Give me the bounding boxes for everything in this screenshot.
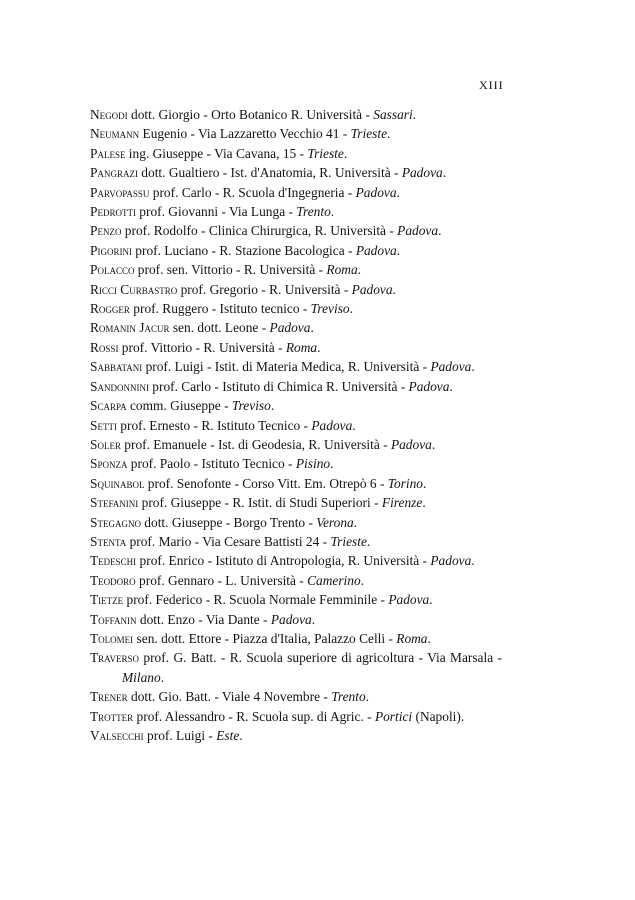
member-surname: Setti [90, 417, 117, 433]
member-surname: Scarpa [90, 398, 127, 414]
member-details: prof. G. Batt. - R. Scuola superiore di agricoltura - Via Marsala - [139, 650, 502, 666]
member-surname: Teodoro [90, 572, 136, 588]
member-surname: Trener [90, 689, 128, 705]
member-surname: Sponza [90, 456, 128, 472]
member-location: Trieste [307, 145, 344, 161]
member-surname: Penzo [90, 223, 122, 239]
member-tail: . [396, 184, 400, 200]
member-tail: . [365, 689, 370, 705]
list-item [90, 299, 502, 318]
list-item [90, 571, 502, 590]
member-tail: . [412, 107, 417, 122]
member-details: prof. Vittorio - R. Università - [118, 339, 286, 355]
member-location: Padova [408, 378, 450, 394]
member-tail: . [387, 126, 391, 142]
member-location: Firenze [381, 495, 423, 511]
member-location: Trento [331, 689, 366, 705]
member-tail: . [317, 339, 321, 355]
member-location: Padova [430, 359, 472, 375]
member-location: Torino [387, 475, 423, 491]
member-details: prof. Luigi - Istit. di Materia Medica, R. Università - [142, 359, 431, 375]
member-tail: . [352, 417, 356, 433]
member-location: Roma [285, 339, 318, 355]
member-surname: Stenta [90, 533, 127, 549]
member-details: prof. Giuseppe - R. Istit. di Studi Superiori - [138, 495, 382, 511]
member-tail: . [311, 611, 316, 627]
member-details: prof. Carlo - Istituto di Chimica R. Università - [148, 378, 409, 394]
member-tail: . [353, 514, 358, 530]
member-location: Padova [269, 320, 311, 336]
list-item [90, 551, 502, 570]
member-location: Roma [396, 630, 428, 646]
member-details: prof. Ruggero - Istituto tecnico - [129, 301, 311, 317]
member-surname: Trotter [90, 708, 134, 724]
member-details: dott. Enzo - Via Dante - [136, 611, 271, 627]
member-location: Padova [397, 223, 439, 239]
member-location: Trento [296, 204, 331, 220]
member-details: Eugenio - Via Lazzaretto Vecchio 41 - [139, 126, 351, 142]
member-details: sen. dott. Ettore - Piazza d'Italia, Palazzo Celli - [133, 630, 397, 646]
member-location: Verona [316, 514, 354, 530]
list-item [90, 124, 502, 143]
member-details: prof. Alessandro - R. Scuola sup. di Agric. - [133, 708, 375, 724]
member-tail: . [349, 301, 353, 317]
member-tail: . [429, 592, 433, 608]
member-tail: . [427, 630, 431, 646]
member-surname: Toffanin [90, 611, 137, 627]
member-tail: . [366, 533, 371, 549]
member-details: prof. Paolo - Istituto Tecnico - [127, 456, 296, 472]
list-item [90, 105, 502, 124]
member-details: comm. Giuseppe - [126, 398, 232, 414]
member-surname: Polacco [90, 262, 135, 278]
member-tail: . [431, 436, 436, 452]
member-surname: Pigorini [90, 242, 132, 258]
member-surname: Sandonnini [90, 378, 149, 394]
list-item [90, 610, 502, 629]
list-item [90, 513, 502, 532]
member-location: Portici [374, 708, 413, 724]
member-tail: . [449, 378, 453, 394]
member-details: prof. Luciano - R. Stazione Bacologica - [131, 242, 356, 258]
list-item [90, 396, 502, 415]
member-details: prof. Enrico - Istituto di Antropologia, R. Università - [136, 553, 431, 569]
member-details: prof. sen. Vittorio - R. Università - [134, 262, 327, 278]
list-item [90, 144, 502, 163]
member-surname: Squinabol [90, 475, 145, 491]
list-item [90, 318, 502, 337]
member-location: Sassari [373, 107, 413, 122]
list-item [90, 493, 502, 512]
member-location: Milano [122, 669, 161, 685]
member-tail: . [330, 456, 334, 472]
member-details: prof. Mario - Via Cesare Battisti 24 - [126, 533, 331, 549]
member-location: Camerino [307, 572, 361, 588]
member-location: Padova [351, 281, 393, 297]
member-details: prof. Ernesto - R. Istituto Tecnico - [116, 417, 312, 433]
member-tail: . [310, 320, 314, 336]
member-location: Este [216, 728, 240, 743]
list-item [90, 629, 502, 648]
list-item [90, 163, 502, 182]
member-location: Trieste [350, 126, 388, 142]
member-details: prof. Giovanni - Via Lunga - [135, 204, 297, 220]
list-item [90, 241, 502, 260]
member-details: prof. Emanuele - Ist. di Geodesia, R. Università - [120, 436, 391, 452]
member-surname: Tedeschi [90, 553, 137, 569]
list-item [90, 338, 502, 357]
member-tail: . [442, 165, 447, 181]
list-item [90, 726, 502, 745]
member-tail: . [160, 669, 165, 685]
member-list [90, 105, 502, 745]
member-details: prof. Senofonte - Corso Vitt. Em. Otrepò 6 - [144, 475, 388, 491]
member-location: Padova [311, 417, 353, 433]
member-tail: . [270, 398, 275, 414]
member-tail: . [330, 204, 335, 220]
list-item [90, 202, 502, 221]
member-details: prof. Federico - R. Scuola Normale Femminile - [123, 592, 389, 608]
list-item [90, 221, 502, 240]
member-location: Treviso [231, 398, 271, 414]
member-location: Padova [430, 553, 472, 569]
member-location: Padova [388, 592, 430, 608]
list-item [90, 707, 502, 726]
list-item [90, 454, 502, 473]
member-location: Padova [401, 165, 443, 181]
member-surname: Stefanini [90, 495, 139, 511]
member-details: prof. Gennaro - L. Università - [135, 572, 308, 588]
member-details: prof. Luigi - [143, 728, 217, 743]
member-surname: Neumann [90, 126, 140, 142]
member-location: Padova [355, 242, 397, 258]
member-details: sen. dott. Leone - [169, 320, 270, 336]
member-details: dott. Giorgio - Orto Botanico R. Università - [127, 107, 374, 122]
list-item [90, 377, 502, 396]
member-details: dott. Gualtiero - Ist. d'Anatomia, R. Università - [137, 165, 402, 181]
list-item [90, 532, 502, 551]
member-tail: . [438, 223, 442, 239]
list-item [90, 474, 502, 493]
member-details: ing. Giuseppe - Via Cavana, 15 - [125, 145, 308, 161]
page-number: XIII [479, 78, 504, 92]
member-location: Pisino [295, 456, 331, 472]
member-surname: Negodi [90, 107, 128, 122]
member-surname: Tolomei [90, 630, 134, 646]
member-tail: (Napoli). [412, 708, 465, 724]
member-surname: Rogger [90, 301, 130, 317]
list-item [90, 648, 502, 687]
member-surname: Tietze [90, 592, 124, 608]
member-tail: . [423, 475, 427, 491]
member-surname: Pangrazi [90, 165, 138, 181]
list-item [90, 280, 502, 299]
list-item [90, 687, 502, 706]
member-location: Treviso [310, 301, 350, 317]
member-surname: Pedrotti [90, 204, 136, 220]
member-surname: Ricci Curbastro [90, 281, 178, 297]
member-details: prof. Carlo - R. Scuola d'Ingegneria - [149, 184, 356, 200]
member-surname: Rossi [90, 339, 119, 355]
member-location: Trieste [330, 533, 367, 549]
member-tail: . [357, 262, 362, 278]
member-details: prof. Gregorio - R. Università - [177, 281, 352, 297]
member-tail: . [396, 242, 401, 258]
member-tail: . [471, 359, 475, 375]
member-location: Padova [270, 611, 312, 627]
member-tail: . [239, 728, 243, 743]
list-item [90, 416, 502, 435]
member-details: prof. Rodolfo - Clinica Chirurgica, R. Università - [121, 223, 398, 239]
member-surname: Palese [90, 145, 126, 161]
member-tail: . [422, 495, 426, 511]
member-surname: Parvopassu [90, 184, 150, 200]
member-location: Roma [326, 262, 358, 278]
member-surname: Stegagno [90, 514, 141, 530]
member-tail: . [360, 572, 365, 588]
member-surname: Valsecchi [90, 728, 144, 743]
member-details: dott. Gio. Batt. - Viale 4 Novembre - [127, 689, 332, 705]
member-tail: . [392, 281, 396, 297]
list-item [90, 260, 502, 279]
member-location: Padova [390, 436, 432, 452]
member-surname: Traverso [90, 650, 140, 666]
list-item [90, 435, 502, 454]
member-surname: Soler [90, 436, 121, 452]
member-tail: . [343, 145, 348, 161]
member-location: Padova [355, 184, 397, 200]
member-tail: . [471, 553, 475, 569]
list-item [90, 590, 502, 609]
member-surname: Romanin Jacur [90, 320, 170, 336]
member-details: dott. Giuseppe - Borgo Trento - [140, 514, 317, 530]
member-surname: Sabbatani [90, 359, 143, 375]
list-item [90, 357, 502, 376]
list-item [90, 183, 502, 202]
